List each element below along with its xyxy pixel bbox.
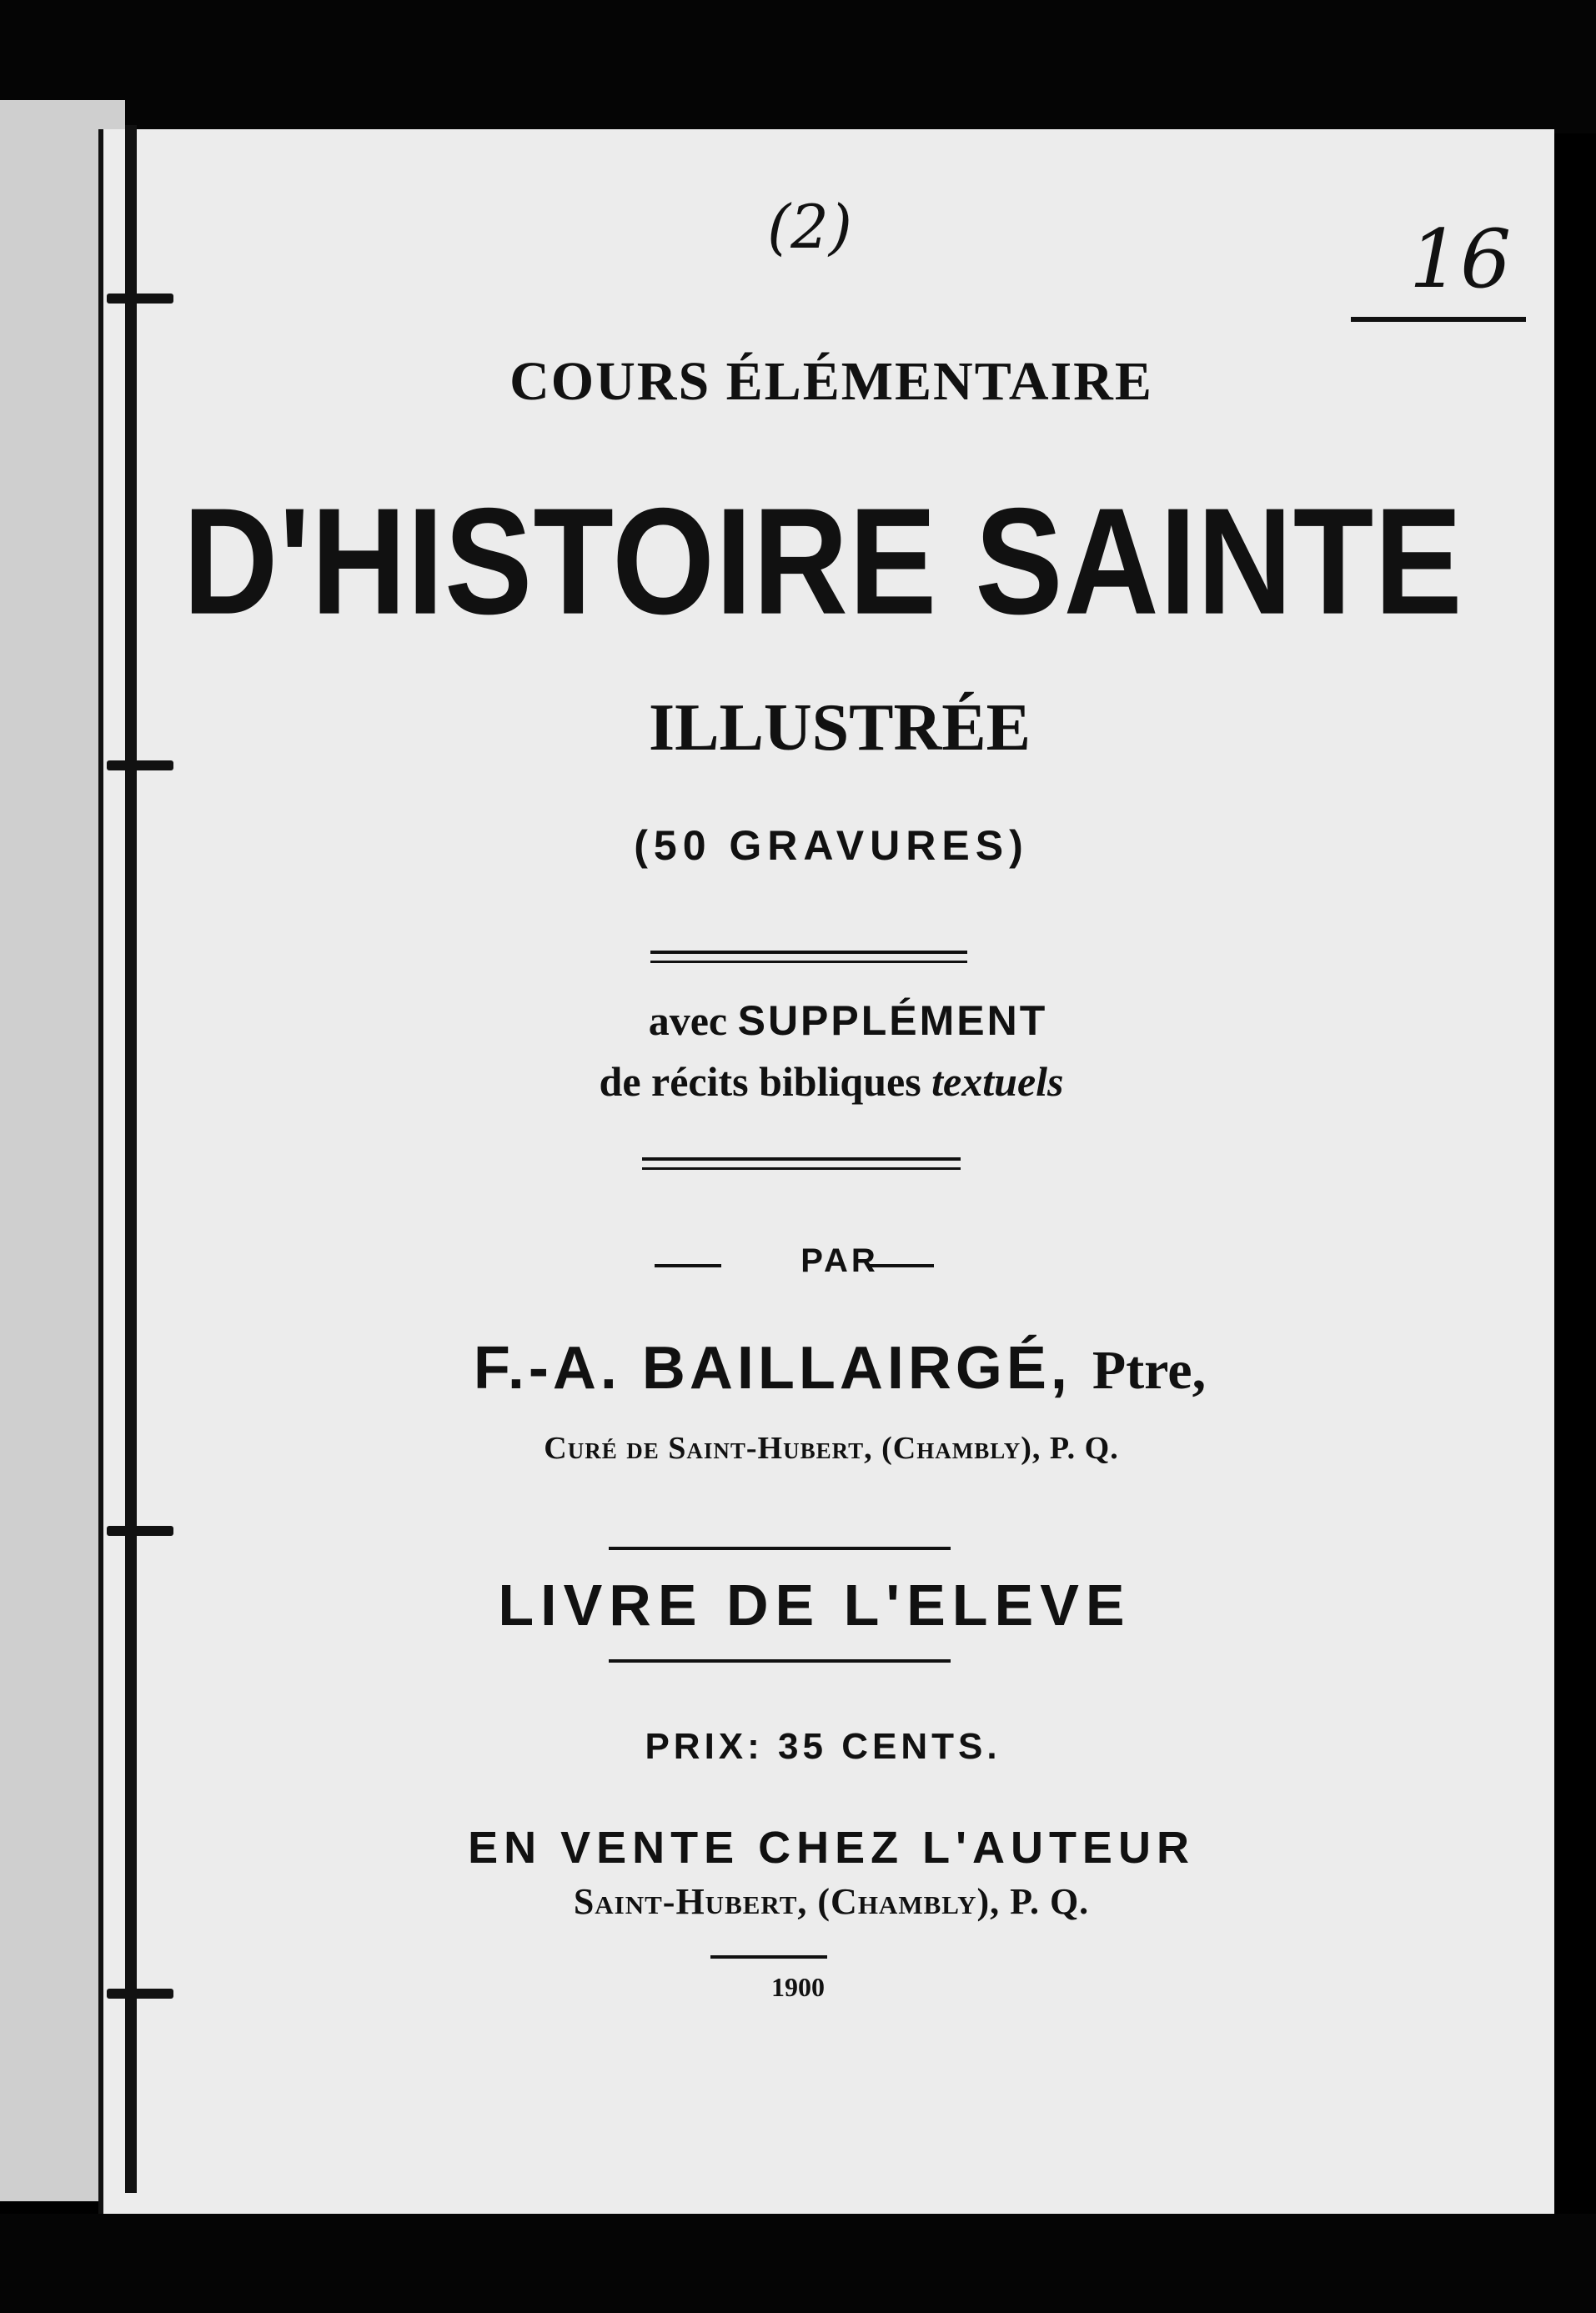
divider-double xyxy=(642,1157,961,1170)
supplement-line xyxy=(50,996,1596,1045)
par-dash-right xyxy=(867,1264,934,1267)
book-type: LIVRE DE L'ELEVE xyxy=(498,1573,1132,1638)
author-title: Ptre, xyxy=(1092,1340,1207,1401)
scan-top-border xyxy=(0,0,1596,133)
divider-double xyxy=(650,951,967,963)
recits-italic: textuels xyxy=(931,1058,1064,1105)
par-label: PAR xyxy=(801,1242,879,1279)
series-heading: COURS ÉLÉMENTAIRE xyxy=(509,351,1153,412)
handwritten-page-number: 16 xyxy=(1409,213,1512,306)
scan-bottom-border xyxy=(0,2214,1596,2313)
divider xyxy=(609,1547,951,1550)
supplement-word: SUPPLÉMENT xyxy=(737,997,1048,1044)
book-subtitle: ILLUSTRÉE xyxy=(649,691,1031,765)
publication-year: 1900 xyxy=(771,1972,825,2002)
year-rule xyxy=(710,1955,827,1959)
recits-prefix: de récits bibliques xyxy=(599,1058,921,1105)
sale-notice: EN VENTE CHEZ L'AUTEUR xyxy=(468,1823,1195,1873)
author-affiliation: Curé de Saint-Hubert, (Chambly), P. Q. xyxy=(544,1431,1119,1466)
engravings-note: (50 GRAVURES) xyxy=(634,822,1029,869)
divider xyxy=(609,1659,951,1663)
price: PRIX: 35 CENTS. xyxy=(645,1726,1001,1767)
binding-stitch xyxy=(107,294,173,304)
handwritten-annotation: (2) xyxy=(767,192,852,262)
author-label: F.-A. BAILLAIRGÉ, xyxy=(473,1335,1072,1402)
sale-location: Saint-Hubert, (Chambly), P. Q. xyxy=(573,1881,1090,1922)
supplement-prefix: avec xyxy=(648,997,728,1044)
book-title: D'HISTOIRE SAINTE xyxy=(183,477,1463,646)
handwritten-underline xyxy=(1351,317,1526,322)
recits-line xyxy=(33,1057,1596,1106)
binding-stitch xyxy=(107,1526,173,1536)
author-name xyxy=(42,1334,1596,1402)
